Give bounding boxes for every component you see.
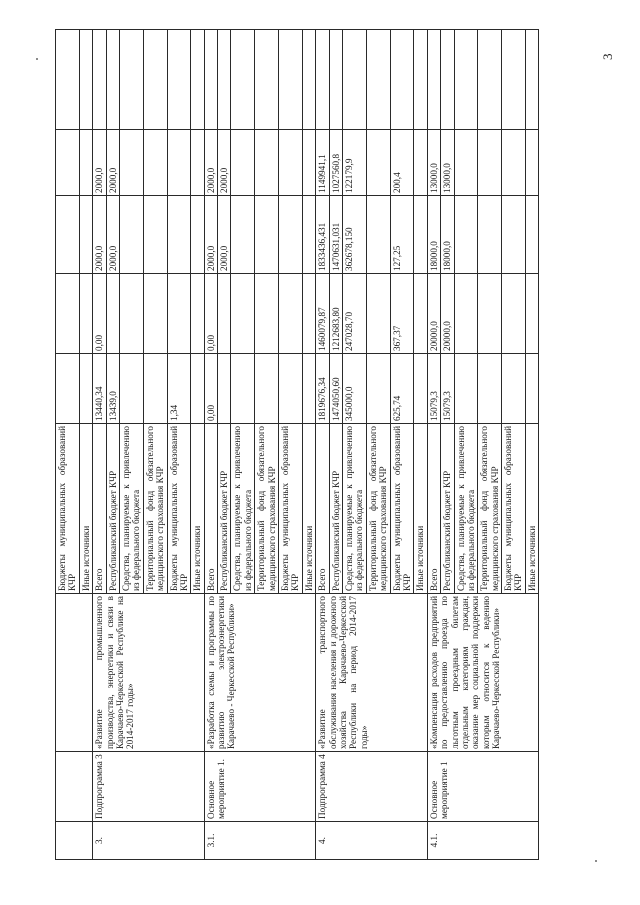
value-2016 <box>231 196 255 274</box>
value-cell <box>79 196 92 274</box>
funding-source: Территориальный фонд обязательного медицинского страхования КЧР <box>366 424 390 594</box>
value-2017: 13000,0 <box>441 130 454 196</box>
value-2016: 2000,0 <box>218 196 231 274</box>
program-kind: Основное мероприятие 1 <box>427 752 539 822</box>
value-2014: 1819676,34 <box>316 354 329 424</box>
funding-source: Средства, планируемые к привлечению из федерального бюджета <box>231 424 255 594</box>
table-row <box>316 30 329 860</box>
value-2017 <box>454 130 478 196</box>
value-cell <box>56 30 80 130</box>
value-2014 <box>478 354 502 424</box>
value-2015 <box>106 274 119 354</box>
value-2016 <box>525 196 538 274</box>
value-extra <box>255 30 279 130</box>
value-2017 <box>414 130 427 196</box>
program-kind: Подпрограмма 3 <box>93 752 205 822</box>
value-2014: 15079,3 <box>427 354 440 424</box>
value-extra <box>231 30 255 130</box>
value-2015: 247028,70 <box>342 274 366 354</box>
value-2014 <box>302 354 315 424</box>
value-cell <box>79 30 92 130</box>
value-2017 <box>302 130 315 196</box>
value-2014: 0,00 <box>204 354 217 424</box>
funding-source: Территориальный фонд обязательного медицинского страхования КЧР <box>255 424 279 594</box>
value-extra <box>390 30 414 130</box>
value-extra <box>478 30 502 130</box>
value-2015: 0,00 <box>93 274 106 354</box>
value-2016: 2000,0 <box>106 196 119 274</box>
value-2014: 15079,3 <box>441 354 454 424</box>
value-2014 <box>366 354 390 424</box>
program-name: «Компенсация расходов предприятий по предоставлению проезда по льготным проездным билетам отдельным категориям граждан, оказание мер социальной поддержки которым относится к ведению Карачаево-Черкесской Республики» <box>427 594 539 752</box>
value-2017: 200,4 <box>390 130 414 196</box>
table-body <box>56 30 539 860</box>
program-name: «Развитие транспортного обслуживания населения и дорожного хозяйства Карачаево-Черкесской Республики на период 2014-2017 годы» <box>316 594 428 752</box>
value-cell <box>79 274 92 354</box>
value-2015 <box>167 274 191 354</box>
value-2017 <box>191 130 204 196</box>
value-extra <box>329 30 342 130</box>
scan-speck <box>36 58 38 60</box>
value-2016 <box>414 196 427 274</box>
value-2017 <box>525 130 538 196</box>
value-2016: 2000,0 <box>204 196 217 274</box>
value-2014 <box>231 354 255 424</box>
funding-source: Иные источники <box>191 424 204 594</box>
source-cell: Бюджеты муниципальных образований КЧР <box>56 424 80 594</box>
value-2015 <box>454 274 478 354</box>
funding-source: Бюджеты муниципальных образований КЧР <box>167 424 191 594</box>
value-extra <box>427 30 440 130</box>
value-extra <box>204 30 217 130</box>
value-2017 <box>143 130 167 196</box>
value-2015 <box>414 274 427 354</box>
value-extra <box>302 30 315 130</box>
value-extra <box>502 30 526 130</box>
value-2017 <box>478 130 502 196</box>
value-2017: 122179,9 <box>342 130 366 196</box>
value-2015 <box>366 274 390 354</box>
value-cell <box>56 354 80 424</box>
value-2016 <box>478 196 502 274</box>
value-extra <box>366 30 390 130</box>
value-extra <box>167 30 191 130</box>
funding-source: Бюджеты муниципальных образований КЧР <box>279 424 303 594</box>
value-2014 <box>191 354 204 424</box>
value-2014: 1,34 <box>167 354 191 424</box>
num-cell <box>56 822 93 860</box>
row-number: 3.1. <box>204 822 316 860</box>
value-2016 <box>366 196 390 274</box>
value-2014: 1474050,60 <box>329 354 342 424</box>
value-2014 <box>279 354 303 424</box>
value-2016 <box>143 196 167 274</box>
value-2016 <box>454 196 478 274</box>
value-2017: 2000,0 <box>218 130 231 196</box>
funding-source: Иные источники <box>525 424 538 594</box>
value-2017 <box>231 130 255 196</box>
value-cell <box>56 196 80 274</box>
table-row <box>93 30 106 860</box>
program-name: «Разработка схемы и программы по развитию электроэнергетики Карачаево - Черкесской Республики» <box>204 594 316 752</box>
value-2016: 1833436,431 <box>316 196 329 274</box>
funding-source: Республиканский бюджет КЧР <box>329 424 342 594</box>
kind-cell <box>56 752 93 822</box>
value-2015: 0,00 <box>204 274 217 354</box>
value-2014 <box>119 354 143 424</box>
value-extra <box>441 30 454 130</box>
row-number: 3. <box>93 822 205 860</box>
value-2016 <box>502 196 526 274</box>
value-2017: 2000,0 <box>204 130 217 196</box>
value-2015: 20000,0 <box>441 274 454 354</box>
value-extra <box>119 30 143 130</box>
program-kind: Подпрограмма 4 <box>316 752 428 822</box>
value-extra <box>218 30 231 130</box>
value-2016: 362678,150 <box>342 196 366 274</box>
value-2017: 2000,0 <box>106 130 119 196</box>
funding-source: Иные источники <box>414 424 427 594</box>
funding-source: Территориальный фонд обязательного медицинского страхования КЧР <box>143 424 167 594</box>
table-row <box>204 30 217 860</box>
value-2017 <box>255 130 279 196</box>
value-2014: 13440,34 <box>93 354 106 424</box>
value-2014 <box>255 354 279 424</box>
value-2017: 13000,0 <box>427 130 440 196</box>
value-2015: 1460079,87 <box>316 274 329 354</box>
value-2016 <box>191 196 204 274</box>
value-2016 <box>302 196 315 274</box>
funding-source: Территориальный фонд обязательного медицинского страхования КЧР <box>478 424 502 594</box>
value-extra <box>525 30 538 130</box>
table-row <box>427 30 440 860</box>
rotated-table-wrapper <box>55 30 615 860</box>
value-2014 <box>143 354 167 424</box>
value-cell <box>79 130 92 196</box>
program-kind: Основное мероприятие 1. <box>204 752 316 822</box>
value-2015 <box>143 274 167 354</box>
value-2015 <box>218 274 231 354</box>
value-2016: 127,25 <box>390 196 414 274</box>
value-2016 <box>119 196 143 274</box>
funding-table <box>55 29 539 860</box>
value-2015 <box>279 274 303 354</box>
value-2017 <box>279 130 303 196</box>
source-cell: Иные источники <box>79 424 92 594</box>
value-2015 <box>119 274 143 354</box>
value-2017: 1027560,8 <box>329 130 342 196</box>
value-2015 <box>191 274 204 354</box>
value-cell <box>56 274 80 354</box>
value-2014: 345000,0 <box>342 354 366 424</box>
value-2017 <box>167 130 191 196</box>
funding-source: Республиканский бюджет КЧР <box>106 424 119 594</box>
page-number: 3 <box>600 53 615 60</box>
funding-source: Всего <box>93 424 106 594</box>
value-2015: 367,37 <box>390 274 414 354</box>
value-2016: 2000,0 <box>93 196 106 274</box>
value-2015 <box>478 274 502 354</box>
value-2014 <box>414 354 427 424</box>
value-2017: 2000,0 <box>93 130 106 196</box>
value-extra <box>191 30 204 130</box>
funding-source: Всего <box>204 424 217 594</box>
funding-source: Средства, планируемые к привлечению из федерального бюджета <box>454 424 478 594</box>
funding-source: Бюджеты муниципальных образований КЧР <box>390 424 414 594</box>
value-2014: 625,74 <box>390 354 414 424</box>
funding-source: Всего <box>316 424 329 594</box>
value-2017 <box>119 130 143 196</box>
value-extra <box>279 30 303 130</box>
funding-source: Иные источники <box>302 424 315 594</box>
value-2015: 20000,0 <box>427 274 440 354</box>
funding-source: Средства, планируемые к привлечению из федерального бюджета <box>119 424 143 594</box>
value-extra <box>414 30 427 130</box>
table-row <box>56 30 80 860</box>
value-extra <box>316 30 329 130</box>
value-2014 <box>525 354 538 424</box>
funding-source: Бюджеты муниципальных образований КЧР <box>502 424 526 594</box>
value-2014 <box>502 354 526 424</box>
value-2017 <box>502 130 526 196</box>
value-2015 <box>502 274 526 354</box>
value-2017: 1149941,1 <box>316 130 329 196</box>
value-extra <box>93 30 106 130</box>
value-2014: 13439,0 <box>106 354 119 424</box>
scan-speck <box>595 860 597 862</box>
funding-source: Республиканский бюджет КЧР <box>218 424 231 594</box>
funding-source: Республиканский бюджет КЧР <box>441 424 454 594</box>
value-2015 <box>525 274 538 354</box>
value-2016: 18000,0 <box>427 196 440 274</box>
funding-source: Средства, планируемые к привлечению из федерального бюджета <box>342 424 366 594</box>
value-2016: 18000,0 <box>441 196 454 274</box>
value-2016 <box>279 196 303 274</box>
value-extra <box>342 30 366 130</box>
value-2017 <box>366 130 390 196</box>
value-extra <box>454 30 478 130</box>
value-2016: 1470631,031 <box>329 196 342 274</box>
name-cell <box>56 594 93 752</box>
value-2015: 1212683,80 <box>329 274 342 354</box>
program-name: «Развитие промышленного производства, энергетики и связи в Карачаево-Черкесской Республике на 2014-2017 годы» <box>93 594 205 752</box>
row-number: 4.1. <box>427 822 539 860</box>
value-extra <box>106 30 119 130</box>
funding-source: Всего <box>427 424 440 594</box>
value-2015 <box>255 274 279 354</box>
value-2016 <box>255 196 279 274</box>
value-2016 <box>167 196 191 274</box>
value-2014 <box>454 354 478 424</box>
value-extra <box>143 30 167 130</box>
value-cell <box>79 354 92 424</box>
row-number: 4. <box>316 822 428 860</box>
value-2014 <box>218 354 231 424</box>
value-cell <box>56 130 80 196</box>
value-2015 <box>302 274 315 354</box>
value-2015 <box>231 274 255 354</box>
